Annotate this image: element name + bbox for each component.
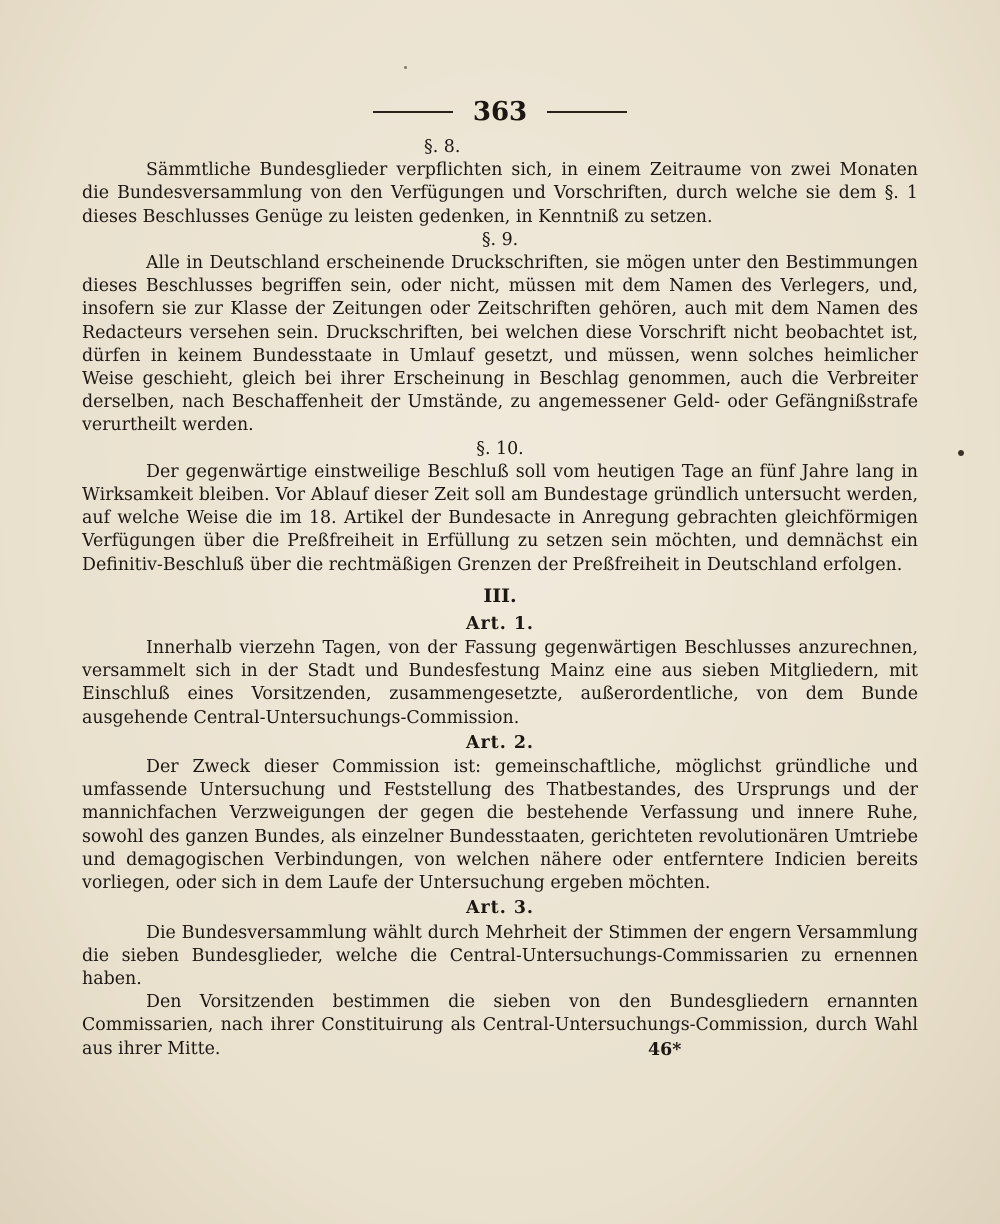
paragraph: Den Vorsitzenden bestimmen die sieben von den Bundesgliedern ernannten Commissarien, nach ihrer Constituirung als Central-Untersuchungs-Commission, durch Wahl aus ihrer Mitte. (82, 992, 918, 1059)
paragraph: Alle in Deutschland erscheinende Druckschriften, sie mögen unter den Bestimmungen dieses Beschlusses begriffen sein, oder nicht, müssen mit dem Namen des Verlegers, und, insofern sie zur Klasse der Zeitungen oder Zeitschriften gehören, auch mit dem Namen des Redacteurs versehen sein. Druckschriften, bei welchen diese Vorschrift nicht beobachtet ist, dürfen in keinem Bundesstaate in Umlauf gesetzt, und müssen, wenn solches heimlicher Weise geschieht, gleich bei ihrer Erscheinung in Beschlag genommen, auch die Verbreiter derselben, nach Beschaffenheit der Umstände, zu angemessener Geld- oder Gefängnißstrafe verurtheilt werden. (82, 253, 918, 436)
paper-spot (404, 66, 407, 69)
article-heading: Art. 3. (466, 898, 534, 919)
body-text (82, 136, 918, 1061)
paper-spot (958, 450, 964, 456)
article-heading: Art. 2. (466, 732, 534, 753)
page-number: 363 (472, 97, 528, 127)
paragraph: Innerhalb vierzehn Tagen, von der Fassung gegenwärtigen Beschlusses anzurechnen, versammelt sich in der Stadt und Bundesfestung Mainz eine aus sieben Mitgliedern, mit Einschluß eines Vorsitzenden, zusammengesetzte, außerordentliche, von dem Bunde ausgehende Central-Untersuchungs-Commission. (82, 638, 918, 728)
paragraph: Der gegenwärtige einstweilige Beschluß soll vom heutigen Tage an fünf Jahre lang in Wirksamkeit bleiben. Vor Ablauf dieser Zeit soll am Bundestage gründlich untersucht werden, auf welche Weise die im 18. Artikel der Bundesacte in Anregung gebrachten gleichförmigen Verfügungen über die Preßfreiheit in Erfüllung zu setzen sein möchten, und demnächst ein Definitiv-Beschluß über die rechtmäßigen Grenzen der Preßfreiheit in Deutschland erfolgen. (82, 461, 918, 575)
page-header (82, 92, 918, 132)
paragraph: Der Zweck dieser Commission ist: gemeinschaftliche, möglichst gründliche und umfassende Untersuchung und Feststellung des Thatbestandes, des Ursprungs und der mannichfachen Verzweigungen der gegen die bestehende Verfassung und innere Ruhe, sowohl des ganzen Bundes, als einzelner Bundesstaaten, gerichteten revolutionären Umtriebe und demagogischen Verbindungen, von welchen nähere oder entferntere Indicien bereits vorliegen, oder sich in dem Laufe der Untersuchung ergeben möchten. (82, 757, 918, 894)
section-heading: §. 9. (481, 229, 519, 250)
header-rule-left (373, 111, 453, 113)
section-heading: §. 10. (476, 438, 524, 459)
part-heading: III. (483, 584, 517, 607)
paragraph: Die Bundesversammlung wählt durch Mehrheit der Stimmen der engern Versammlung die sieben Bundesglieder, welche die Central-Untersuchungs-Commissarien zu ernennen haben. (82, 922, 918, 989)
signature-mark: 46* (648, 1040, 682, 1060)
header-rule-right (547, 111, 627, 113)
section-heading: §. 8. (424, 137, 461, 157)
article-heading: Art. 1. (466, 613, 534, 634)
paragraph: Sämmtliche Bundesglieder verpflichten sich, in einem Zeitraume von zwei Monaten die Bundesversammlung von den Verfügungen und Vorschriften, durch welche sie dem §. 1 dieses Beschlusses Genüge zu leisten gedenken, in Kenntniß zu setzen. (82, 160, 918, 227)
